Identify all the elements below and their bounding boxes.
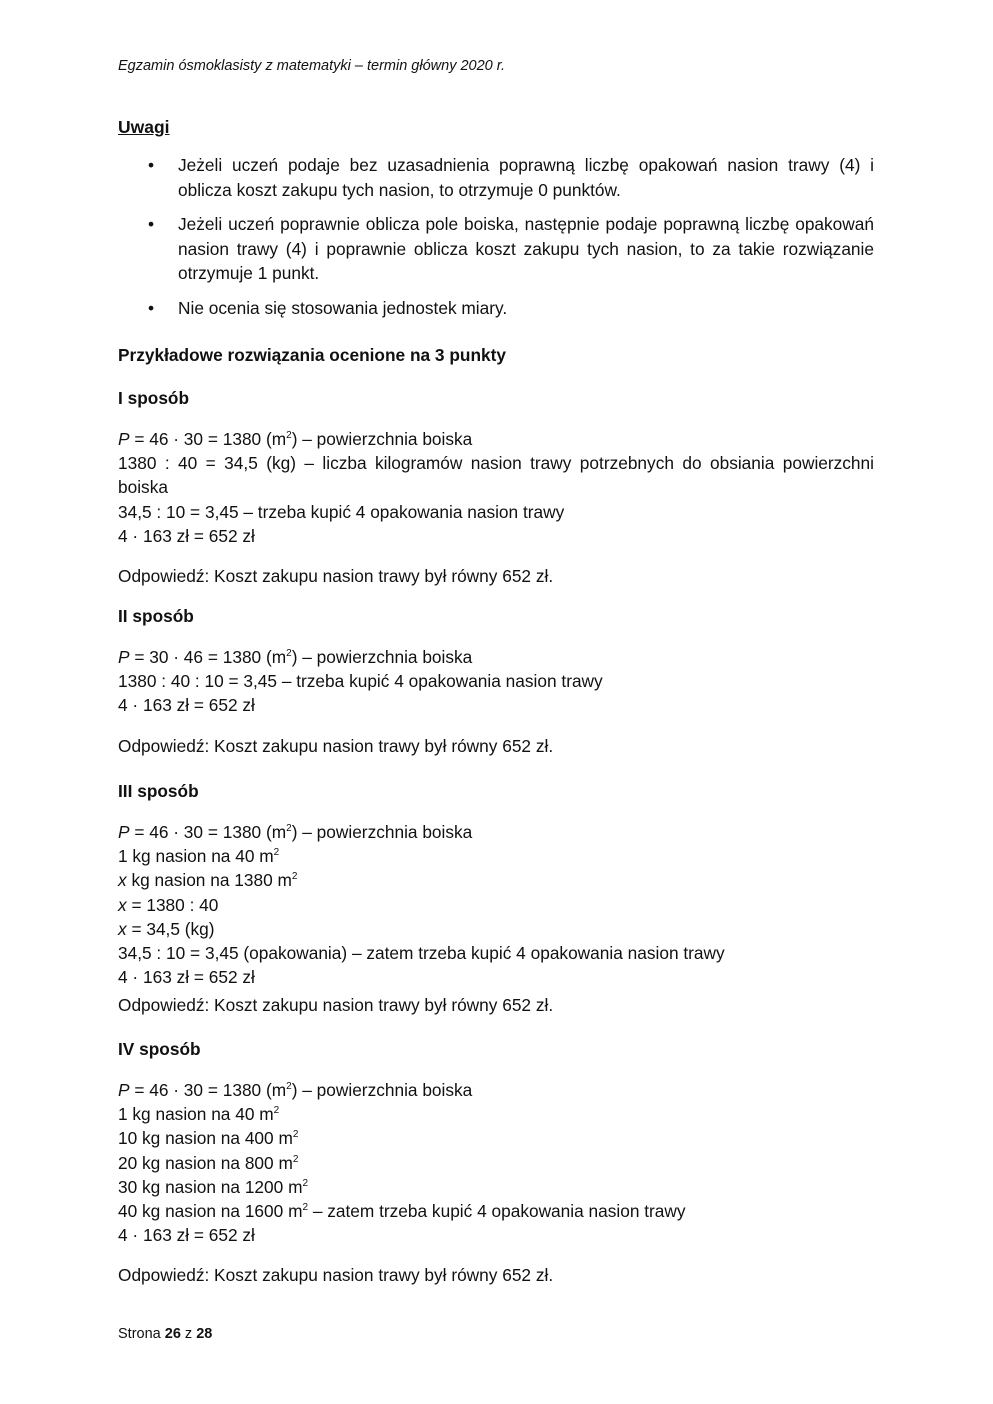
notes-item: • Jeżeli uczeń podaje bez uzasadnienia poprawną liczbę opakowań nasion trawy (4) i oblicza koszt zakupu tych nasion, to otrzymuje 0 punktów. <box>148 155 874 200</box>
notes-list <box>118 153 874 330</box>
solution-line: 30 kg nasion na 1200 $m^2$ <box>118 1176 309 1197</box>
method-4 <box>118 1039 874 1288</box>
answer-line: Odpowiedź: Koszt zakupu nasion trawy był równy 652 zł. <box>118 735 554 756</box>
method-2 <box>118 606 874 758</box>
math-variable: x <box>118 918 127 939</box>
superscript: 2 <box>292 1153 299 1165</box>
page-number: 26 <box>164 1326 181 1342</box>
solution-line: 1380 : 40 : 10 = 3,45 – trzeba kupić 4 opakowania nasion trawy <box>118 671 603 692</box>
solution-line: P = 46 · 30 = 1380 $(m^2)$ – powierzchnia boiska <box>118 822 473 842</box>
solution-line: 34,5 : 10 = 3,45 (opakowania) – zatem trzeba kupić 4 opakowania nasion trawy <box>118 943 725 964</box>
superscript: 2 <box>273 1105 280 1117</box>
solution-line: P = 46 · 30 = 1380 $(m^2)$ – powierzchnia boiska <box>118 1080 473 1100</box>
solution-line: 1 kg nasion na 40 $m^2$ <box>118 1104 280 1125</box>
superscript: 2 <box>286 823 292 834</box>
page-header: Egzamin ósmoklasisty z matematyki – termin główny 2020 r. <box>118 58 506 74</box>
solution-line: 10 kg nasion na 400 $m^2$ <box>118 1128 299 1149</box>
solution-line: 1380 : 40 = 34,5 (kg) – liczba kilogramów nasion trawy potrzebnych do obsiania powierzchni boiska <box>118 453 874 498</box>
solution-line: 4 · 163 zł = 652 zł <box>118 525 255 546</box>
math-variable: x <box>118 870 127 891</box>
method-title: I sposób <box>118 388 190 408</box>
superscript: 2 <box>286 430 292 441</box>
superscript: 2 <box>302 1202 309 1214</box>
page-footer: Strona 26 z 28 <box>118 1326 213 1342</box>
solution-line: x = 1380 : 40 <box>118 894 219 915</box>
answer-line: Odpowiedź: Koszt zakupu nasion trawy był równy 652 zł. <box>118 566 554 587</box>
page-total: 28 <box>196 1326 213 1342</box>
bullet-icon: • <box>148 297 155 318</box>
method-3 <box>118 781 874 1018</box>
notes-item: • Jeżeli uczeń poprawnie oblicza pole boiska, następnie podaje poprawną liczbę opakowań nasion trawy (4) i poprawnie oblicza koszt zakupu tych nasion, to za takie rozwiązanie otrzymuje 1 punkt. <box>148 214 874 283</box>
superscript: 2 <box>273 847 280 859</box>
answer-line: Odpowiedź: Koszt zakupu nasion trawy był równy 652 zł. <box>118 995 554 1016</box>
math-variable: x <box>118 894 127 915</box>
math-variable: P <box>118 647 130 667</box>
solution-line: 34,5 : 10 = 3,45 – trzeba kupić 4 opakowania nasion trawy <box>118 501 565 522</box>
solution-line: x kg nasion na 1380 $m^2$ <box>118 870 298 891</box>
solution-line: 4 · 163 zł = 652 zł <box>118 967 255 988</box>
solution-line: 40 kg nasion na 1600 $m^2$ – zatem trzeba kupić 4 opakowania nasion trawy <box>118 1201 686 1222</box>
superscript: 2 <box>302 1177 309 1189</box>
superscript: 2 <box>291 871 298 883</box>
superscript: 2 <box>292 1129 299 1141</box>
solution-line: 20 kg nasion na 800 $m^2$ <box>118 1152 299 1173</box>
method-title: IV sposób <box>118 1039 201 1059</box>
bullet-icon: • <box>148 155 155 175</box>
method-title: II sposób <box>118 606 194 626</box>
answer-line: Odpowiedź: Koszt zakupu nasion trawy był równy 652 zł. <box>118 1265 554 1286</box>
math-variable: P <box>118 1080 130 1100</box>
notes-item: • Nie ocenia się stosowania jednostek miary. <box>118 296 874 321</box>
examples-title: Przykładowe rozwiązania ocenione na 3 punkty <box>118 345 506 365</box>
superscript: 2 <box>286 1081 292 1092</box>
solution-line: P = 30 · 46 = 1380 $(m^2)$ – powierzchnia boiska <box>118 647 473 667</box>
superscript: 2 <box>286 648 292 659</box>
solution-line: 1 kg nasion na 40 $m^2$ <box>118 846 280 867</box>
bullet-icon: • <box>148 214 155 234</box>
method-1 <box>118 388 874 588</box>
solution-line: P = 46 · 30 = 1380 $(m^2)$ – powierzchnia boiska <box>118 429 473 449</box>
solution-line: 4 · 163 zł = 652 zł <box>118 695 255 716</box>
math-variable: P <box>118 822 130 842</box>
notes-title: Uwagi <box>118 117 170 137</box>
solution-line: x = 34,5 (kg) <box>118 918 215 939</box>
method-title: III sposób <box>118 781 199 801</box>
math-variable: P <box>118 429 130 449</box>
solution-line: 4 · 163 zł = 652 zł <box>118 1225 255 1246</box>
